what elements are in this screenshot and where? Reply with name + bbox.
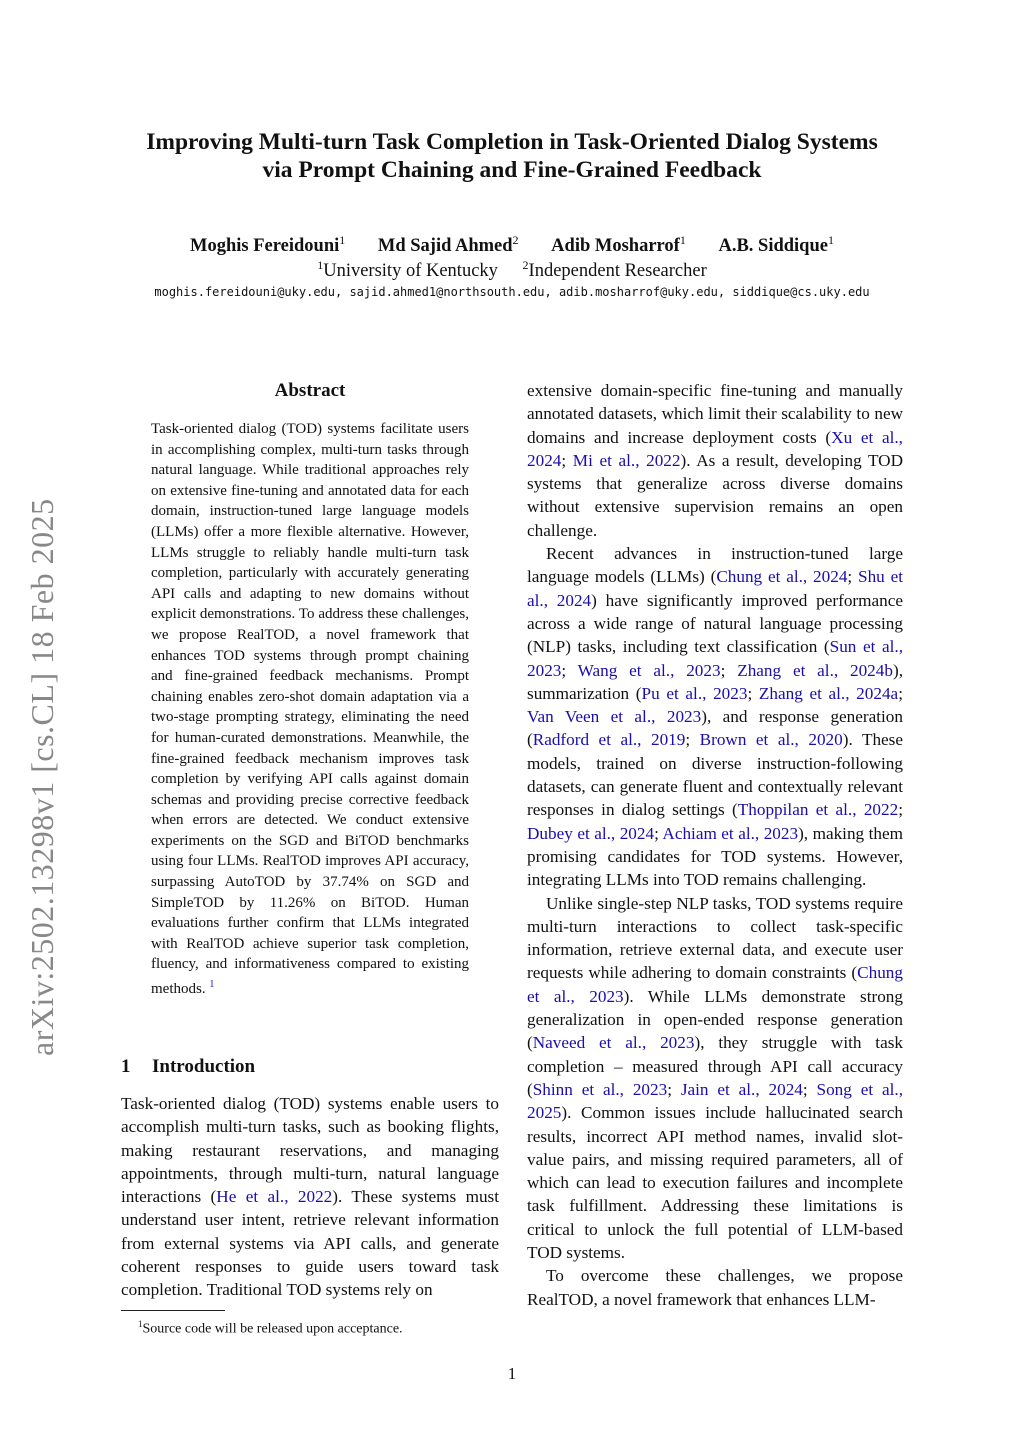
- citation-link[interactable]: Shu et al., 2024: [527, 567, 904, 610]
- citation-link[interactable]: Pu et al., 2023: [641, 683, 748, 703]
- citation-link[interactable]: Shinn et al., 2023: [532, 1079, 668, 1099]
- text-run: ;: [847, 567, 859, 587]
- author-emails: moghis.fereidouni@uky.edu, sajid.ahmed1@northsouth.edu, adib.mosharrof@uky.edu, siddique@cs.uky.edu: [154, 285, 870, 299]
- text-run: ;: [561, 660, 578, 680]
- citation-link[interactable]: Xu et al., 2024: [527, 427, 903, 470]
- author-name: Md Sajid Ahmed: [377, 236, 513, 257]
- author-affil-mark: 2: [512, 233, 519, 247]
- citation-link[interactable]: Naveed et al., 2023: [532, 1033, 695, 1053]
- affiliation-list: [0, 253, 1024, 283]
- arxiv-identifier: arXiv:2502.13298v1 [cs.CL] 18 Feb 2025: [24, 498, 60, 1056]
- text-run: ). These models, trained on diverse instruction-following datasets, can generate fluent and contextually relevant responses in dialog settings (: [527, 730, 903, 820]
- paper-title: [0, 128, 1024, 184]
- text-run: ;: [654, 823, 663, 843]
- title-line-2: via Prompt Chaining and Fine-Grained Feedback: [262, 157, 762, 183]
- affiliation-name: University of Kentucky: [323, 261, 498, 282]
- citation-link[interactable]: Song et al., 2025: [527, 1079, 903, 1123]
- citation-link[interactable]: Jain et al., 2024: [680, 1079, 803, 1099]
- affiliation-number: 2: [522, 258, 529, 272]
- text-run: ). These systems must understand user intent, retrieve relevant information from external systems via API calls, and generate coherent responses to guide users toward task completion. Traditional TOD systems rely on: [121, 1187, 500, 1300]
- citation-link[interactable]: Dubey et al., 2024: [527, 823, 655, 843]
- text-run: ;: [898, 683, 903, 703]
- affiliation-name: Independent Researcher: [528, 261, 707, 282]
- text-run: Task-oriented dialog (TOD) systems enable users to accomplish multi-turn tasks, such as booking flights, making restaurant reservations, and managing appointments, through multi-turn, natural language interactions (: [121, 1094, 499, 1207]
- abstract-body: Task-oriented dialog (TOD) systems facilitate users in accomplishing complex, multi-turn tasks through natural language. While traditional approaches rely on extensive fine-tuning and annotated data for each domain, instruction-tuned large language models (LLMs) offer a more flexible alternative. However, LLMs struggle to reliably handle multi-turn task completion, particularly with accurately generating API calls and adapting to new domains without explicit demonstrations. To address these challenges, we propose RealTOD, a novel framework that enhances TOD systems through prompt chaining and fine-grained feedback mechanisms. Prompt chaining enables zero-shot domain adaptation via a two-stage prompting strategy, eliminating the need for human-curated demonstrations. Meanwhile, the fine-grained feedback mechanism improves task completion by verifying API calls against domain schemas and providing precise corrective feedback when errors are detected. We conduct extensive experiments on the SGD and BiTOD benchmarks using four LLMs. RealTOD improves API accuracy, surpassing AutoTOD by 37.74% on SGD and SimpleTOD by 11.26% on BiTOD. Human evaluations further confirm that LLMs integrated with RealTOD achieve superior task completion, fluency, and informativeness compared to existing methods.: [151, 421, 469, 998]
- author-affil-mark: 1: [679, 233, 686, 247]
- abstract-heading: Abstract: [274, 380, 346, 401]
- author-affil-mark: 1: [339, 233, 346, 247]
- citation-link[interactable]: Brown et al., 2020: [699, 730, 843, 750]
- citation-link[interactable]: Van Veen et al., 2023: [527, 707, 702, 727]
- citation-link[interactable]: Radford et al., 2019: [532, 730, 686, 750]
- citation-link[interactable]: Chung et al., 2023: [527, 963, 903, 1006]
- text-run: ), and response generation (: [527, 707, 903, 750]
- author-name: A.B. Siddique: [718, 236, 828, 257]
- citation-link[interactable]: Mi et al., 2022: [572, 450, 681, 470]
- text-run: ). As a result, developing TOD systems that generalize across diverse domains without extensive supervision remains an open challenge.: [527, 450, 903, 540]
- footnote-rule: [121, 1310, 225, 1311]
- citation-link[interactable]: Sun et al., 2023: [527, 637, 903, 680]
- footnote: [138, 1315, 403, 1339]
- citation-link[interactable]: Zhang et al., 2024a: [758, 683, 899, 703]
- text-run: ;: [898, 800, 903, 820]
- body-paragraph: [527, 379, 903, 542]
- footnote-number: 1: [138, 1319, 143, 1329]
- introduction-paragraph: [121, 1092, 499, 1302]
- text-run: ). While LLMs demonstrate strong generalization in open-ended response generation (: [527, 986, 903, 1053]
- citation-link[interactable]: Zhang et al., 2024b: [737, 660, 893, 680]
- citation-link[interactable]: Wang et al., 2023: [577, 660, 721, 680]
- text-run: ), they struggle with task completion – measured through API call accuracy (: [527, 1033, 903, 1099]
- citation-link[interactable]: Achiam et al., 2023: [662, 823, 799, 843]
- footnote-text: Source code will be released upon acceptance.: [142, 1321, 403, 1337]
- body-paragraph: [527, 892, 903, 1265]
- citation-link[interactable]: Thoppilan et al., 2022: [737, 800, 899, 820]
- footnote-ref-link[interactable]: 1: [209, 979, 215, 991]
- text-run: ), summarization (: [527, 660, 903, 703]
- text-run: ) have significantly improved performance across a wide range of natural language processing (NLP) tasks, including text classification (: [527, 590, 903, 657]
- title-line-1: Improving Multi-turn Task Completion in Task-Oriented Dialog Systems: [146, 129, 878, 155]
- body-paragraph: To overcome these challenges, we propose RealTOD, a novel framework that enhances LLM-: [527, 1266, 903, 1309]
- text-run: ;: [720, 660, 738, 680]
- text-run: ;: [685, 730, 700, 750]
- body-paragraph: [527, 542, 903, 891]
- text-run: ;: [667, 1079, 681, 1099]
- section-heading-introduction: [121, 1054, 255, 1080]
- abstract-text: [151, 419, 469, 1000]
- page-number: 1: [507, 1364, 517, 1383]
- text-run: extensive domain-specific fine-tuning and manually annotated datasets, which limit their scalability to new domains and increase deployment costs (: [527, 381, 903, 447]
- right-column: [527, 379, 903, 1311]
- section-title: Introduction: [152, 1056, 256, 1077]
- citation-link[interactable]: He et al., 2022: [216, 1187, 333, 1207]
- author-name: Moghis Fereidouni: [190, 236, 340, 257]
- text-run: ). Common issues include hallucinated search results, incorrect API method names, invalid slot-value pairs, and missing required parameters, all of which can lead to execution failures and incomplete task fulfillment. Addressing these limitations is critical to unlock the full potential of LLM-based TOD systems.: [527, 1103, 903, 1262]
- text-run: ;: [561, 450, 573, 470]
- affiliation: [522, 258, 707, 282]
- section-number: 1: [121, 1056, 131, 1077]
- text-run: ), making them promising candidates for TOD systems. However, integrating LLMs into TOD remains challenging.: [527, 823, 904, 890]
- author-affil-mark: 1: [827, 233, 834, 247]
- text-run: Recent advances in instruction-tuned large language models (LLMs) (: [527, 544, 903, 587]
- text-run: ;: [747, 683, 759, 703]
- affiliation: [317, 258, 498, 282]
- author-name: Adib Mosharrof: [551, 236, 680, 257]
- text-run: Unlike single-step NLP tasks, TOD systems require multi-turn interactions to collect task-specific information, retrieve external data, and execute user requests while adhering to domain constraints (: [527, 893, 903, 983]
- citation-link[interactable]: Chung et al., 2024: [716, 567, 848, 587]
- affiliation-number: 1: [317, 258, 324, 272]
- text-run: ;: [802, 1079, 817, 1099]
